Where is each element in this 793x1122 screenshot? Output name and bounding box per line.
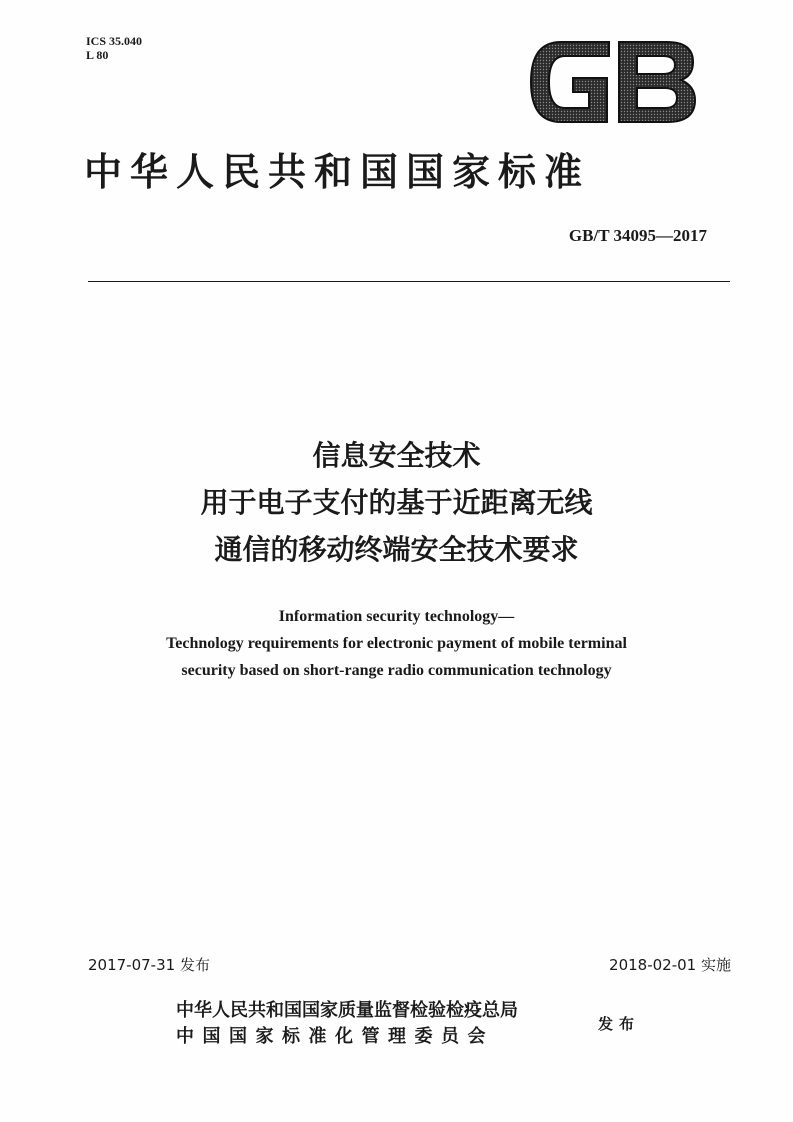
gb-logo bbox=[527, 38, 697, 126]
english-title-line-2: Technology requirements for electronic payment of mobile terminal bbox=[166, 635, 627, 652]
chinese-title-line-3: 通信的移动终端安全技术要求 bbox=[214, 533, 579, 566]
english-title-line-3: security based on short-range radio communication technology bbox=[181, 662, 612, 679]
issuer-sac: 中国国家标准化管理委员会 bbox=[176, 1026, 494, 1047]
issuing-organizations bbox=[176, 998, 518, 1050]
chinese-title bbox=[0, 432, 793, 573]
publish-label: 发布 bbox=[598, 1015, 641, 1033]
chinese-title-line-2: 用于电子支付的基于近距离无线 bbox=[200, 486, 593, 519]
classification-codes bbox=[86, 34, 142, 62]
implementation-date: 2018-02-01 实施 bbox=[609, 956, 731, 974]
header-divider bbox=[88, 281, 730, 282]
ics-code: ICS 35.040 bbox=[86, 34, 143, 48]
ccs-code: L 80 bbox=[86, 48, 109, 62]
issuer-aqsiq: 中华人民共和国国家质量监督检验检疫总局 bbox=[176, 1000, 518, 1021]
issue-date: 2017-07-31 发布 bbox=[88, 956, 210, 974]
national-standard-title: 中华人民共和国国家标准 bbox=[84, 149, 591, 194]
english-title-line-1: Information security technology— bbox=[278, 608, 515, 625]
english-title bbox=[0, 603, 793, 684]
chinese-title-line-1: 信息安全技术 bbox=[312, 439, 481, 472]
standard-number: GB/T 34095—2017 bbox=[568, 226, 707, 245]
